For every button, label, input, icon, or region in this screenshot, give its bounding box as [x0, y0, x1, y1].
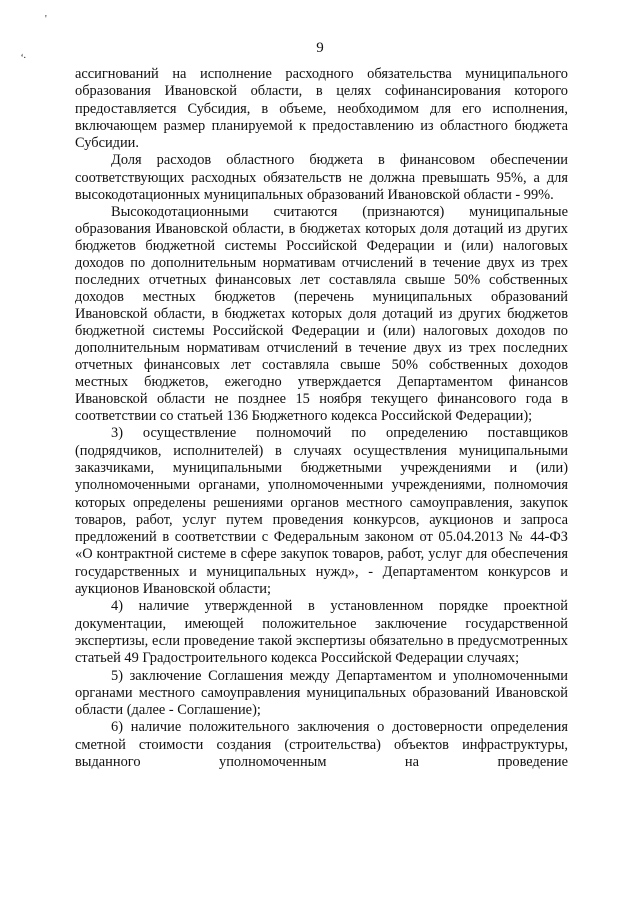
- scan-mark-left: ʻ·: [20, 53, 26, 64]
- paragraph-item-5: 5) заключение Соглашения между Департаментом и уполномоченными органами местного самоуправления муниципальных образований Ивановской области (далее - Соглашение);: [75, 667, 568, 719]
- paragraph-item-4: 4) наличие утвержденной в установленном порядке проектной документации, имеющей положительное заключение государственной экспертизы, если проведение такой экспертизы обязательно в предусмотренных статьей 49 Градостроительного кодекса Российской Федерации случаях;: [75, 598, 568, 667]
- paragraph-high-subsidy-definition: Высокодотационными считаются (признаются) муниципальные образования Ивановской области, в бюджетах которых доля дотаций из других бюджетов бюджетной системы Российской Федерации и (или) налоговых доходов по дополнительным нормативам отчислений в течение двух из трех последних отчетных финансовых лет составляла свыше 50% собственных доходов местных бюджетов (перечень муниципальных образований Ивановской области, в бюджетах которых доля дотаций из других бюджетов бюджетной системы Российской Федерации и (или) налоговых доходов по дополнительным нормативам отчислений в течение двух из трех последних отчетных финансовых лет составляла свыше 50% собственных доходов местных бюджетов, ежегодно утверждается Департаментом финансов Ивановской области не позднее 15 ноября текущего финансового года в соответствии со статьей 136 Бюджетного кодекса Российской Федерации);: [75, 204, 568, 425]
- paragraph-item-3: 3) осуществление полномочий по определению поставщиков (подрядчиков, исполнителей) в случаях осуществления муниципальными заказчиками, муниципальными бюджетными учреждениями и (или) уполномоченными органами, уполномоченными учреждениями, полномочия которых определены решениями органов местного самоуправления, закупок товаров, работ, услуг путем проведения конкурсов, аукционов и запроса предложений в соответствии с Федеральным законом от 05.04.2013 № 44-ФЗ «О контрактной системе в сфере закупок товаров, работ, услуг для обеспечения государственных и муниципальных нужд», - Департаментом конкурсов и аукционов Ивановской области;: [75, 425, 568, 598]
- document-body: [75, 66, 568, 771]
- paragraph-expense-share: Доля расходов областного бюджета в финансовом обеспечении соответствующих расходных обязательств не должна превышать 95%, а для высокодотационных муниципальных образований Ивановской области - 99%.: [75, 152, 568, 204]
- paragraph-item-6: 6) наличие положительного заключения о достоверности определения сметной стоимости создания (строительства) объектов инфраструктуры, выданного уполномоченным на проведение: [75, 719, 568, 771]
- scan-mark-top: ': [45, 14, 47, 25]
- paragraph-appropriations: ассигнований на исполнение расходного обязательства муниципального образования Ивановской области, в целях софинансирования которого предоставляется Субсидия, в объеме, необходимом для его исполнения, включающем размер планируемой к предоставлению из областного бюджета Субсидии.: [75, 66, 568, 152]
- page-number: 9: [316, 40, 324, 56]
